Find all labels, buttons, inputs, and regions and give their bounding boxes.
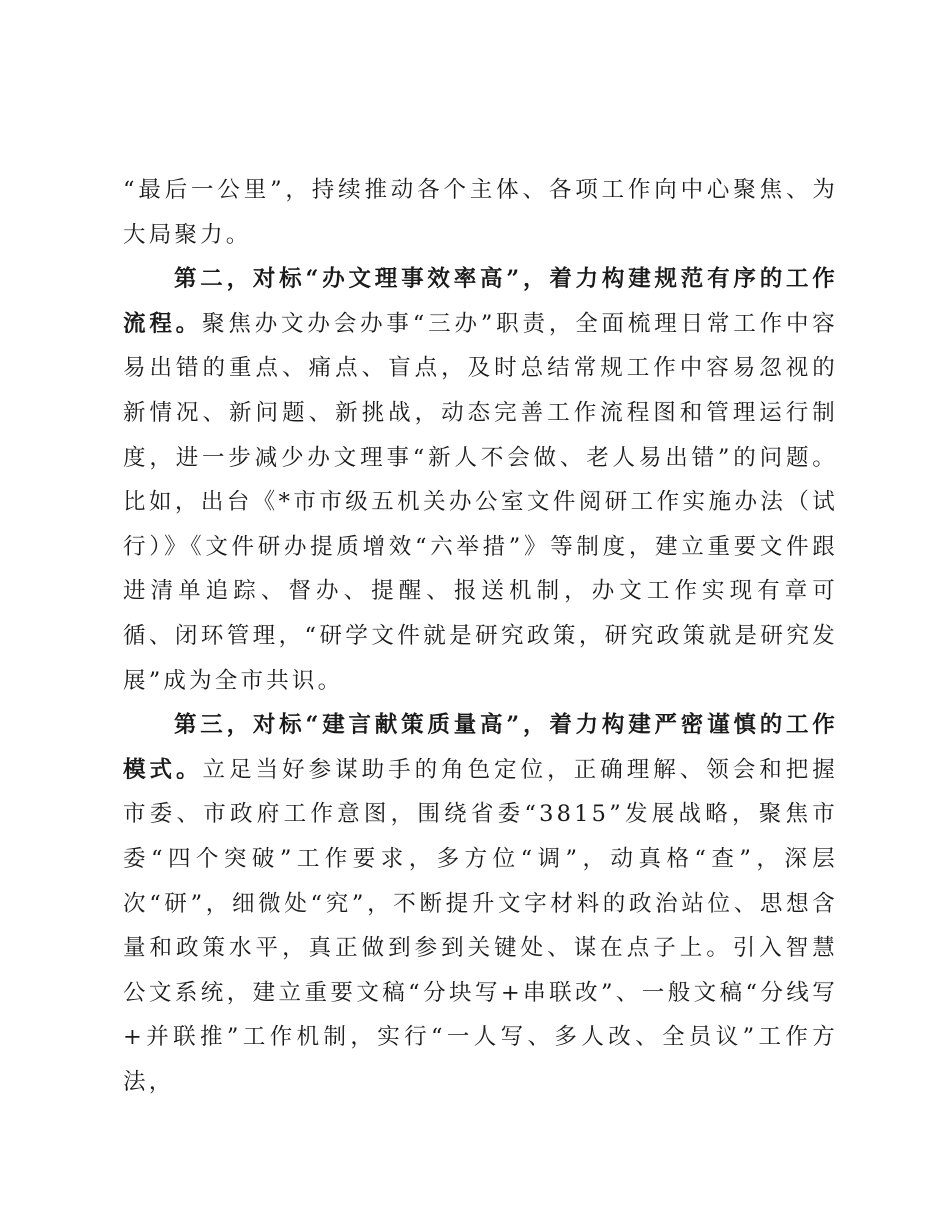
paragraph-text: “最后一公里”，持续推动各个主体、各项工作向中心聚焦、为大局聚力。 [123,177,838,248]
paragraph-heading: 第三，对标“建言献策质量高”，着力构建严密谨慎的工作模式。 [123,712,838,783]
paragraph-heading: 第二，对标“办文理事效率高”，着力构建规范有序的工作流程。 [123,266,838,337]
paragraph-continuation [123,168,838,257]
paragraph-third-point [123,703,838,1104]
paragraph-text: 聚焦办文办会办事“三办”职责，全面梳理日常工作中容易出错的重点、痛点、盲点，及时总结常规工作中容易忽视的新情况、新问题、新挑战，动态完善工作流程图和管理运行制度，进一步减少办文理事“新人不会做、老人易出错”的问题。比如，出台《*市市级五机关办公室文件阅研工作实施办法（试行）》《文件研办提质增效“六举措”》等制度，建立重要文件跟进清单追踪、督办、提醒、报送机制，办文工作实现有章可循、闭环管理，“研学文件就是研究政策，研究政策就是研究发展”成为全市共识。 [123,310,838,694]
document-body [123,168,838,1104]
paragraph-text: 立足当好参谋助手的角色定位，正确理解、领会和把握市委、市政府工作意图，围绕省委“3815”发展战略，聚焦市委“四个突破”工作要求，多方位“调”，动真格“查”，深层次“研”，细微处“究”，不断提升文字材料的政治站位、思想含量和政策水平，真正做到参到关键处、谋在点子上。引入智慧公文系统，建立重要文稿“分块写+串联改”、一般文稿“分线写+并联推”工作机制，实行“一人写、多人改、全员议”工作方法， [123,756,838,1095]
paragraph-second-point [123,257,838,703]
